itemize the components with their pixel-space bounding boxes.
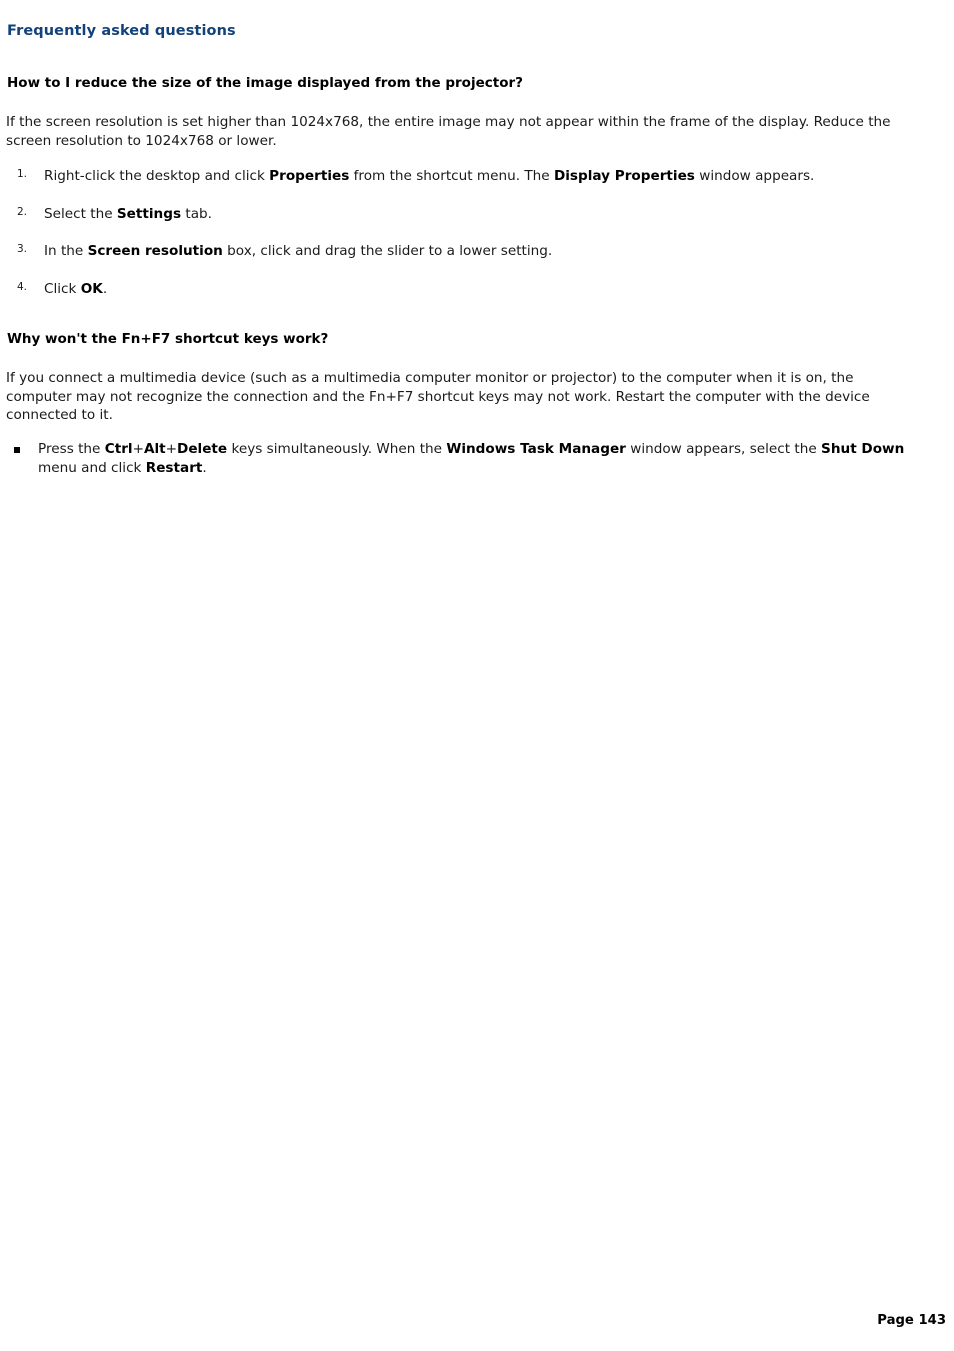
list-item-text: [44, 243, 552, 259]
emphasized-text: Ctrl: [104, 441, 133, 457]
plain-text: window appears, select the: [625, 441, 822, 457]
plain-text: .: [102, 280, 108, 297]
list-marker: 2.: [17, 205, 28, 218]
plain-text: box, click and drag the slider to a lower setting.: [222, 243, 553, 259]
plain-text: window appears.: [694, 168, 815, 184]
plain-text: +: [165, 441, 178, 457]
emphasized-text: Restart: [145, 460, 203, 476]
list-marker: 1.: [17, 168, 28, 180]
ordered-step-list: [0, 167, 940, 317]
list-item-text: [44, 206, 212, 222]
list-item-text: [44, 281, 107, 297]
list-item: [0, 205, 940, 224]
plain-text: from the shortcut menu. The: [349, 168, 554, 184]
emphasized-text: Shut Down: [821, 441, 905, 457]
plain-text: .: [202, 460, 207, 476]
emphasized-text: Display Properties: [553, 168, 695, 184]
list-marker: 3.: [17, 243, 28, 255]
plain-text: In the: [44, 243, 88, 259]
list-item-text: [38, 441, 904, 476]
plain-text: tab.: [181, 205, 212, 222]
plain-text: Right-click the desktop and click: [44, 168, 270, 184]
list-item-text: [44, 168, 814, 184]
list-item: [0, 440, 938, 478]
plain-text: keys simultaneously. When the: [227, 441, 447, 457]
emphasized-text: Screen resolution: [87, 243, 223, 259]
page-number-footer: Page 143: [877, 1313, 946, 1328]
plain-text: +: [132, 441, 144, 457]
emphasized-text: Alt: [143, 441, 166, 457]
plain-text: Select the: [44, 205, 117, 222]
list-item: [0, 242, 940, 261]
emphasized-text: Settings: [116, 205, 182, 222]
square-bullet-icon: [14, 447, 20, 453]
faq-question-heading-2: Why won't the Fn+F7 shortcut keys work?: [7, 331, 329, 347]
emphasized-text: Windows Task Manager: [446, 441, 626, 457]
emphasized-text: Properties: [269, 168, 350, 184]
faq-answer-paragraph-1: If the screen resolution is set higher than 1024x768, the entire image may not appear within the frame of the display. Reduce the screen resolution to 1024x768 or lower.: [6, 114, 891, 149]
list-item: [0, 167, 940, 186]
plain-text: Click: [44, 280, 81, 297]
emphasized-text: Delete: [177, 441, 228, 457]
faq-answer-paragraph-2: If you connect a multimedia device (such as a multimedia computer monitor or projector) to the computer when it is on, the computer may not recognize the connection and the Fn+F7 shortcut keys may not work. Restart the computer with the device connected to it.: [6, 370, 870, 423]
faq-question-heading-1: How to I reduce the size of the image displayed from the projector?: [7, 75, 523, 91]
page-title: Frequently asked questions: [7, 23, 236, 39]
bulleted-step-list: [0, 440, 940, 478]
emphasized-text: OK: [80, 280, 103, 297]
plain-text: menu and click: [38, 460, 146, 476]
list-marker: 4.: [17, 280, 28, 293]
plain-text: Press the: [38, 441, 105, 457]
list-item: [0, 280, 940, 299]
